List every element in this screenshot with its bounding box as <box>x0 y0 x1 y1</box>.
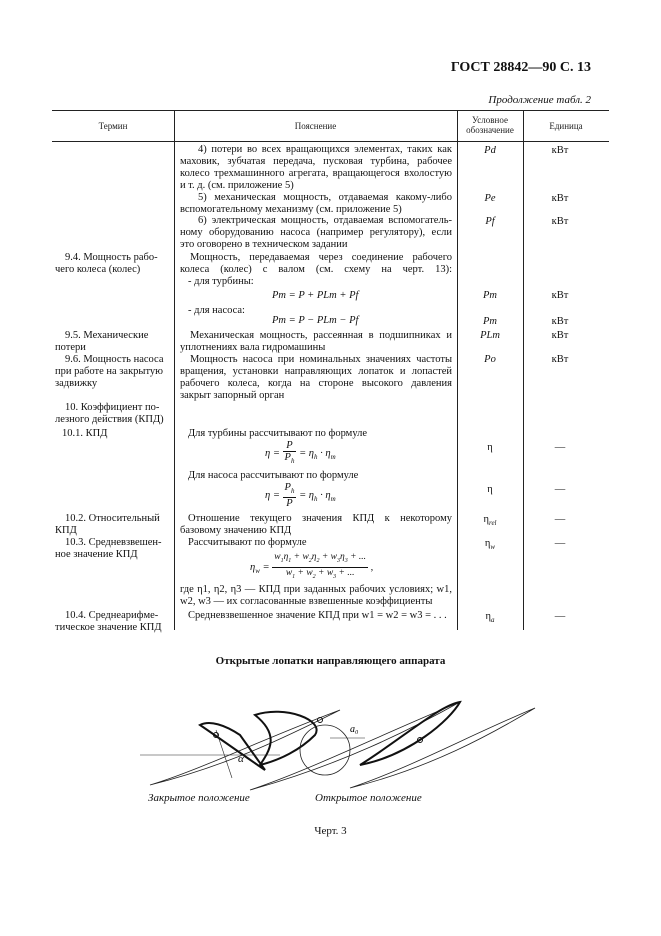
text-line: вращения, установки направляющих лопаток и лопастей <box>180 366 452 377</box>
col-divider-2 <box>457 110 458 630</box>
row94-formula-turbine: Pm = P + PLm + Pf <box>272 290 359 301</box>
row104-text: Средневзвешенное значение КПД при w1 = w2 = w3 = . . . <box>188 610 447 621</box>
row103-term <box>55 537 172 561</box>
row102-unit: — <box>554 514 566 525</box>
row101-term: 10.1. КПД <box>62 428 108 439</box>
term-line: потери <box>55 342 86 353</box>
row94-formula-pump: Pm = P − PLm − Pf <box>272 315 359 326</box>
label-open-position: Открытое положение <box>315 792 422 804</box>
row94-unit-2: кВт <box>551 316 569 327</box>
a0-label: a₀ <box>350 724 359 735</box>
row101-unit-2: — <box>554 484 566 495</box>
text-line: уплотнениях вала гидромашины <box>180 342 326 353</box>
col-divider-3 <box>523 110 524 630</box>
row95-symbol: PLm <box>480 330 500 341</box>
figure-title: Открытые лопатки направляющего аппарата <box>215 655 446 667</box>
vane-closed-3 <box>350 708 535 788</box>
row96-term <box>55 354 172 390</box>
row94-pump-label: - для насоса: <box>188 305 245 316</box>
text-line: Мощность насоса при номинальных значениях частоты <box>190 354 452 365</box>
term-line: 9.4. Мощность рабо- <box>65 252 158 263</box>
row95-unit: кВт <box>551 330 569 341</box>
fraction: $\frac{P_h}{P}$ <box>284 482 295 510</box>
row94-symbol: Pm <box>483 290 497 301</box>
text-line: маховик, зубчатая передача, пусковая турбина, рабочее <box>180 156 452 167</box>
text-line: w2, w3 — их согласованные взвешенные коэффициенты <box>180 596 433 607</box>
row5-explanation <box>180 192 452 216</box>
col-header-symbol-l2: обозначение <box>466 125 514 135</box>
row95-explanation <box>180 330 452 354</box>
table-header-border <box>52 141 609 142</box>
opening-circle <box>300 725 350 775</box>
row4-explanation <box>180 144 452 192</box>
row104-unit: — <box>554 611 566 622</box>
fraction: $\frac{w_1\eta_1 + w_2\eta_2 + w_3\eta_3 + ...}{w_1 + w_2 + w_3 + ...}$ <box>274 552 367 580</box>
text-line: рабочего колеса, когда на стороне высокого давления <box>180 378 452 389</box>
text-line: где η1, η2, η3 — КПД при заданных рабочих условиях; w1, <box>180 584 452 595</box>
row96-symbol: Po <box>484 354 496 365</box>
row103-unit: — <box>554 538 566 549</box>
vane-open-2 <box>255 712 317 765</box>
text-line: и т. д. (см. приложение 5) <box>180 180 294 191</box>
row103-symbol: $\eta_w$ <box>484 538 496 552</box>
row101-formula-turbine: η = $\frac{P}{P_h}$ = $\eta_h \cdot \eta_m$ <box>265 440 336 466</box>
figure-caption: Черт. 3 <box>314 825 347 837</box>
text-line: Мощность, передаваемая через соединение рабочего <box>190 252 452 263</box>
row5-unit: кВт <box>551 193 569 204</box>
row10-term <box>55 402 172 426</box>
row101-symbol: η <box>487 442 493 453</box>
row101-turbine-text: Для турбины рассчитывают по формуле <box>188 428 368 439</box>
text-line: закрыт запорный орган <box>180 390 285 401</box>
row5-symbol: Pe <box>484 193 496 204</box>
text-line: 6) электрическая мощность, отдаваемая вспомогатель- <box>198 215 452 226</box>
col-header-symbol <box>457 115 523 135</box>
term-line: чего колеса (колес) <box>55 264 141 275</box>
term-line: 10.4. Среднеарифме- <box>65 610 159 621</box>
row6-symbol: Pf <box>485 216 495 227</box>
col-header-unit: Единица <box>549 121 583 131</box>
row4-unit: кВт <box>551 145 569 156</box>
term-line: 9.6. Мощность насоса <box>65 354 164 365</box>
row103-intro: Рассчитывают по формуле <box>188 537 307 548</box>
row102-symbol: $\eta_{rel}$ <box>483 514 497 528</box>
row96-unit: кВт <box>551 354 569 365</box>
vane-closed-2 <box>250 702 460 790</box>
row101-formula-pump: η = $\frac{P_h}{P}$ = $\eta_h \cdot \eta_m$ <box>265 482 336 510</box>
row94-symbol-2: Pm <box>483 316 497 327</box>
text-line: Отношение текущего значения КПД к некоторому <box>188 513 452 524</box>
col-divider-1 <box>174 110 175 630</box>
term-line: 9.5. Механические <box>65 330 149 341</box>
row6-unit: кВт <box>551 216 569 227</box>
term-line: задвижку <box>55 378 98 389</box>
row94-unit: кВт <box>551 290 569 301</box>
row103-where <box>180 584 452 608</box>
row101-unit: — <box>554 442 566 453</box>
term-line: при работе на закрытую <box>55 366 164 377</box>
row95-term <box>55 330 172 354</box>
text-line: это оговорено в техническом задании <box>180 239 348 250</box>
text-line: 5) механическая мощность, отдаваемая какому-либо <box>198 192 452 203</box>
col-header-term: Термин <box>98 121 128 131</box>
term-line: лезного действия (КПД) <box>55 414 164 425</box>
table-continuation-note: Продолжение табл. 2 <box>488 94 591 106</box>
row6-explanation <box>180 215 452 251</box>
text-line: Механическая мощность, рассеянная в подшипниках и <box>190 330 452 341</box>
label-closed-position: Закрытое положение <box>148 792 250 804</box>
term-line: тическое значение КПД <box>55 622 162 633</box>
text-line: колесо трехмашинного агрегата, вращающегося вхолостую <box>180 168 452 179</box>
row94-explanation <box>180 252 452 288</box>
term-line: 10. Коэффициент по- <box>65 402 160 413</box>
term-line: 10.3. Средневзвешен- <box>65 537 162 548</box>
alpha-label: α <box>238 753 244 765</box>
text-line: колеса (колес) с валом (см. схему на черт. 13): <box>180 264 452 275</box>
guide-vanes-drawing <box>140 680 540 800</box>
row101-symbol-2: η <box>487 484 493 495</box>
text-line: базовому значению КПД <box>180 525 292 536</box>
term-line: ное значение КПД <box>55 549 138 560</box>
table-top-border <box>52 110 609 111</box>
row103-formula: $\eta_w$ = $\frac{w_1\eta_1 + w_2\eta_2 + w_3\eta_3 + ...}{w_1 + w_2 + w_3 + ...}$ , <box>250 552 373 583</box>
col-header-symbol-l1: Условное <box>472 115 508 125</box>
term-line: КПД <box>55 525 77 536</box>
text-line: 4) потери во всех вращающихся элементах, таких как <box>198 144 452 155</box>
text-line: вспомогательному механизму (см. приложение 5) <box>180 204 402 215</box>
text-line: - для турбины: <box>188 276 254 287</box>
col-header-explanation: Пояснение <box>294 121 337 131</box>
row104-symbol: $\eta_a$ <box>485 611 495 625</box>
text-line: ному оборудованию насоса (например регулятору), если <box>180 227 452 238</box>
row102-explanation <box>180 513 452 537</box>
fraction: $\frac{P}{P_h}$ <box>284 440 295 466</box>
row102-term <box>55 513 172 537</box>
alpha-ray <box>216 730 232 778</box>
row94-term <box>55 252 172 276</box>
term-line: 10.2. Относительный <box>65 513 160 524</box>
page-header: ГОСТ 28842—90 С. 13 <box>450 60 591 75</box>
row96-explanation <box>180 354 452 402</box>
row104-term <box>55 610 172 634</box>
row4-symbol: Pd <box>484 145 496 156</box>
row101-pump-text: Для насоса рассчитывают по формуле <box>188 470 359 481</box>
